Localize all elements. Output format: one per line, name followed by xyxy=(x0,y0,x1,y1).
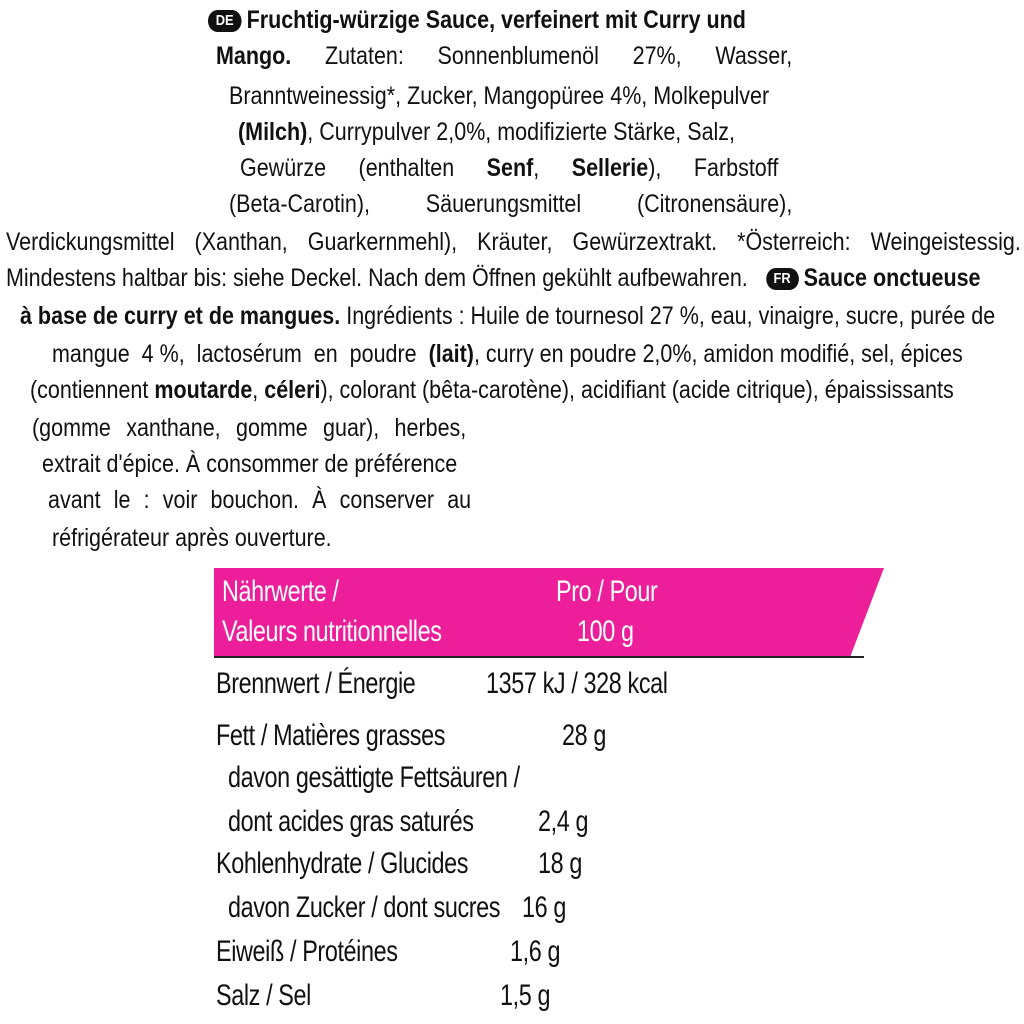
fr-word: poudre xyxy=(349,340,417,368)
de-word: Guarkernmehl), xyxy=(307,228,458,256)
fr-title-b: à base de curry et de mangues. xyxy=(20,302,341,330)
fr-word: %, xyxy=(159,340,185,368)
de-word: Säuerungsmittel xyxy=(425,190,582,218)
fr-word: mangue xyxy=(52,340,130,368)
nutrition-header-per-2: 100 g xyxy=(577,615,634,648)
fr-ingredients-line-6 xyxy=(48,482,471,518)
de-language-badge: DE xyxy=(208,10,241,32)
fr-word: xanthane, xyxy=(126,414,221,442)
de-ingredients-line-5 xyxy=(240,150,778,186)
de-product-title: Fruchtig-würzige Sauce, verfeinert mit Curry und xyxy=(246,6,746,34)
nutrition-header-label-2: Valeurs nutritionnelles xyxy=(222,615,442,648)
nutrition-header-label-1: Nährwerte / xyxy=(222,575,339,608)
fr-word: herbes, xyxy=(394,414,467,442)
de-word: Verdickungsmittel xyxy=(6,228,175,256)
de-word: (Citronensäure), xyxy=(636,190,793,218)
nutrition-divider xyxy=(214,656,864,658)
nutrition-row-value: 1357 kJ / 328 kcal xyxy=(486,667,668,700)
fr-language-badge: FR xyxy=(766,268,799,290)
fr-text: ), colorant (bêta-carotène), acidifiant (acide citrique), épaississants xyxy=(320,376,954,404)
nutrition-row-label: Kohlenhydrate / Glucides xyxy=(216,847,469,880)
fr-word: le xyxy=(113,486,131,514)
fr-word: À xyxy=(312,486,327,514)
fr-ingredients-line-5: extrait d'épice. À consommer de préférence xyxy=(42,450,458,478)
de-word: Farbstoff xyxy=(693,154,779,182)
fr-text: Ingrédients : Huile de tournesol 27 %, eau, vinaigre, sucre, purée de xyxy=(346,302,996,330)
nutrition-row-label: Salz / Sel xyxy=(216,979,311,1012)
de-word: Wasser, xyxy=(715,42,793,70)
fr-word: en xyxy=(313,340,338,368)
nutrition-header-per-1: Pro / Pour xyxy=(556,575,658,608)
allergen-senf: Senf xyxy=(486,154,534,182)
de-word: Gewürze xyxy=(240,154,327,182)
nutrition-row-value: 18 g xyxy=(538,847,582,880)
de-word: Sonnenblumenöl xyxy=(437,42,599,70)
nutrition-row-label: dont acides gras saturés xyxy=(228,805,474,838)
nutrition-row-value: 1,6 g xyxy=(510,935,561,968)
nutrition-row-value: 28 g xyxy=(562,719,606,752)
de-punct: ), xyxy=(648,154,662,182)
fr-word: bouchon. xyxy=(210,486,300,514)
fr-word: guar), xyxy=(323,414,380,442)
de-best-before-line xyxy=(6,260,981,296)
fr-word: au xyxy=(447,486,472,514)
fr-ingredients-line-1 xyxy=(20,298,995,334)
de-word: Gewürzextrakt. xyxy=(572,228,718,256)
fr-ingredients-line-3 xyxy=(30,372,954,408)
fr-word: : xyxy=(143,486,150,514)
allergen-sellerie: Sellerie xyxy=(571,154,649,182)
fr-ingredients-line-2 xyxy=(52,336,963,372)
fr-word: gomme xyxy=(235,414,308,442)
de-ingredients-line-7 xyxy=(6,224,1021,260)
nutrition-row-label: davon Zucker / dont sucres xyxy=(228,891,501,924)
de-word: Kräuter, xyxy=(477,228,553,256)
de-word: (Beta-Carotin), xyxy=(229,190,370,218)
fr-title-a: Sauce onctueuse xyxy=(803,264,981,292)
de-ingredients-line-2 xyxy=(216,38,792,74)
fr-word: avant xyxy=(48,486,101,514)
allergen-moutarde: moutarde xyxy=(154,376,253,404)
de-ingredients-line-4 xyxy=(238,114,735,150)
de-word: Zutaten: xyxy=(324,42,404,70)
allergen-celeri: céleri xyxy=(264,376,321,404)
de-ingredients-line-3: Branntweinessig*, Zucker, Mangopürее 4%, Molkepulver xyxy=(229,82,770,110)
de-storage-text: Mindestens haltbar bis: siehe Deckel. Nach dem Öffnen gekühlt aufbewahren. xyxy=(6,264,748,292)
fr-punct: , xyxy=(252,376,259,404)
nutrition-row-value: 16 g xyxy=(522,891,566,924)
nutrition-row-value: 1,5 g xyxy=(500,979,551,1012)
allergen-lait: (lait) xyxy=(428,340,474,368)
de-text: , Currypulver 2,0%, modifizierte Stärke, Salz, xyxy=(307,118,736,146)
de-word: Weingeistessig. xyxy=(870,228,1021,256)
de-title-end: Mango. xyxy=(216,42,292,70)
allergen-milch: (Milch) xyxy=(238,118,308,146)
nutrition-row-label: davon gesättigte Fettsäuren / xyxy=(228,761,520,794)
fr-word: lactosérum xyxy=(196,340,302,368)
fr-ingredients-line-4 xyxy=(32,410,466,446)
de-word: 27%, xyxy=(632,42,682,70)
fr-word: 4 xyxy=(141,340,154,368)
fr-word: conserver xyxy=(339,486,435,514)
fr-word: (contiennent xyxy=(30,376,149,404)
fr-word: voir xyxy=(162,486,198,514)
de-word: *Österreich: xyxy=(737,228,851,256)
de-punct: , xyxy=(533,154,540,182)
nutrition-row-label: Brennwert / Énergie xyxy=(216,667,416,700)
nutrition-row-value: 2,4 g xyxy=(538,805,589,838)
fr-ingredients-line-7: réfrigérateur après ouverture. xyxy=(52,524,332,552)
de-title-line xyxy=(208,2,746,38)
de-ingredients-line-6 xyxy=(229,186,792,222)
fr-word: (gomme xyxy=(32,414,111,442)
de-word: (enthalten xyxy=(358,154,455,182)
fr-text: , curry en poudre 2,0%, amidon modifié, sel, épices xyxy=(473,340,963,368)
de-word: (Xanthan, xyxy=(194,228,288,256)
nutrition-row-label: Eiweiß / Protéines xyxy=(216,935,398,968)
nutrition-row-label: Fett / Matières grasses xyxy=(216,719,446,752)
